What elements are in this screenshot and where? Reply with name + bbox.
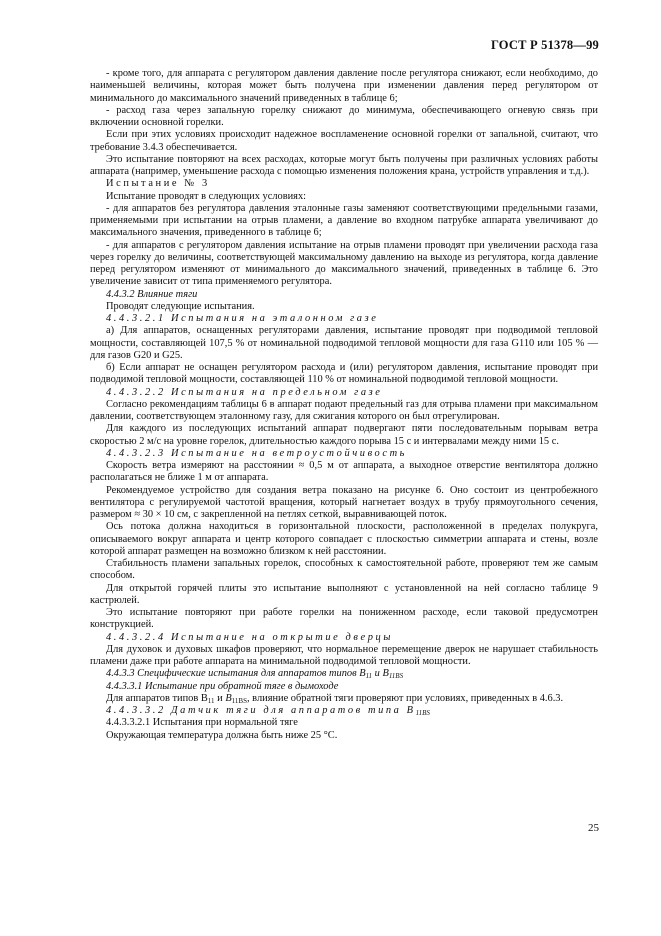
section-heading: 4.4.3.2.3 Испытание на ветроустойчивость bbox=[106, 447, 408, 459]
subscript: 11BS bbox=[231, 696, 247, 705]
section-heading: 4.4.3.2.1 Испытания на эталонном газе bbox=[106, 313, 379, 324]
document-body bbox=[90, 68, 598, 742]
text: и bbox=[214, 692, 226, 704]
page-number: 25 bbox=[588, 822, 599, 834]
paragraph: - расход газа через запальную горелку снижают до минимума, обеспечивающего огневую связь при включении основной горелки. bbox=[90, 104, 598, 128]
paragraph: Скорость ветра измеряют на расстоянии ≈ 0,5 м от аппарата, а выходное отверстие вентилятора должно располагаться не ближе 1 м от аппарата. bbox=[90, 460, 598, 484]
paragraph: Окружающая температура должна быть ниже 25 °С. bbox=[106, 729, 338, 741]
paragraph: Для духовок и духовых шкафов проверяют, что нормальное перемещение дверок не нарушает стабильность пламени даже при работе аппарата на минимальной подводимой тепловой мощности. bbox=[90, 643, 598, 667]
heading-text: 4.4.3.3 Специфические испытания для аппаратов типов B bbox=[106, 668, 366, 680]
paragraph: Если при этих условиях происходит надежное воспламенение основной горелки от запальной, считают, что требование 3.4.3 обеспечивается. bbox=[90, 129, 598, 153]
paragraph: - кроме того, для аппарата с регулятором давления давление после регулятора снижают, если необходимо, до наименьшей величины, которая может быть получена при изменении давления перед регулятором от минимального до максимального значений приведенных в таблице 6; bbox=[90, 68, 598, 104]
paragraph: Стабильность пламени запальных горелок, способных к самостоятельной работе, проверяют тем же самым способом. bbox=[90, 558, 598, 582]
test-heading: Испытание № 3 bbox=[106, 178, 210, 190]
paragraph: Рекомендуемое устройство для создания ветра показано на рисунке 6. Оно состоит из центробежного вентилятора с регулируемой частотой вращения, который нагнетает воздух в трубу прямоугольного сечения, размером ≈ 30 × 10 см, с закрепленной на петлях сеткой, выравнивающей поток. bbox=[90, 484, 598, 520]
paragraph: Для открытой горячей плиты это испытание выполняют с установленной на ней согласно таблице 9 кастрюлей. bbox=[90, 582, 598, 606]
section-heading: 4.4.3.2.2 Испытания на предельном газе bbox=[106, 386, 383, 398]
text: Для аппаратов типов B bbox=[106, 692, 208, 704]
subscript: 11BS bbox=[388, 672, 404, 681]
paragraph: - для аппаратов с регулятором давления испытание на отрыв пламени проводят при увеличении расхода газа через горелку до величины, соответствующей максимальному давлению на выходе из регулятора, когда давление перед регулятором изменяют от минимального до максимального значений, приведенных в таблице 6. Это увеличение зависит от типа применяемого регулятора. bbox=[90, 239, 598, 288]
section-heading: 4.4.3.2 Влияние тяги bbox=[106, 288, 198, 300]
paragraph: Согласно рекомендациям таблицы 6 в аппарат подают предельный газ для отрыва пламени при максимальном давлении, соответствующем эталонному газу, для сжигания которого он был отрегулирован. bbox=[90, 398, 598, 422]
paragraph: Ось потока должна находиться в горизонтальной плоскости, расположенной в пределах полукруга, описываемого вокруг аппарата и центр которого совпадает с плоскостью симметрии аппарата и стены, возле которой аппарат размещен на возможно близком к ней расстоянии. bbox=[90, 521, 598, 557]
paragraph bbox=[90, 693, 598, 705]
conjunction: и bbox=[372, 668, 383, 680]
paragraph: Испытание проводят в следующих условиях: bbox=[106, 190, 307, 202]
paragraph: Это испытание повторяют на всех расходах, которые могут быть получены при различных условиях работы аппарата (например, уменьшение расхода с помощью изменения положения крана, устройств управления и т.д.). bbox=[90, 153, 598, 177]
paragraph: Для каждого из последующих испытаний аппарат подвергают пяти последовательным порывам ветра скоростью 2 м/с на уровне горелок, длительностью каждого порыва 15 с и интервалами между ними 15 с. bbox=[90, 423, 598, 447]
section-heading: 4.4.3.3.1 Испытание при обратной тяге в дымоходе bbox=[106, 680, 339, 692]
heading-text: 4.4.3.3.2 Датчик тяги для аппаратов типа B bbox=[106, 705, 416, 716]
section-heading bbox=[90, 668, 598, 680]
subscript: 11 bbox=[365, 672, 373, 681]
paragraph: б) Если аппарат не оснащен регулятором расхода и (или) регулятором давления, испытание проводят при подводимой тепловой мощности, составляющей 110 % от номинальной подводимой тепловой мощности. bbox=[90, 362, 598, 386]
paragraph: а) Для аппаратов, оснащенных регуляторами давления, испытание проводят при подводимой тепловой мощности, составляющей 107,5 % от номинальной подводимой тепловой мощности для газа G110 или 105 % — для газов G20 и G25. bbox=[90, 325, 598, 361]
document-id: ГОСТ Р 51378—99 bbox=[490, 38, 599, 52]
paragraph: - для аппаратов без регулятора давления эталонные газы заменяют соответствующими предельными газами, применяемыми при испытании на отрыв пламени, а давление во входном патрубке аппарата увеличивают до максимального значения, приведенного в таблице 6; bbox=[90, 202, 598, 239]
paragraph: Проводят следующие испытания. bbox=[106, 300, 255, 312]
subscript: 11 bbox=[207, 696, 215, 705]
section-heading: 4.4.3.2.4 Испытание на открытие дверцы bbox=[106, 631, 393, 643]
symbol: B bbox=[225, 692, 232, 704]
symbol: B bbox=[382, 668, 389, 680]
subscript: 11BS bbox=[415, 709, 430, 717]
text: , влияние обратной тяги проверяют при условиях, приведенных в 4.6.3. bbox=[246, 692, 564, 704]
paragraph: Это испытание повторяют при работе горелки на пониженном расходе, если таковой предусмотрен конструкцией. bbox=[90, 607, 598, 631]
section-heading: 4.4.3.3.2.1 Испытания при нормальной тяге bbox=[106, 717, 298, 729]
section-heading bbox=[90, 705, 598, 717]
